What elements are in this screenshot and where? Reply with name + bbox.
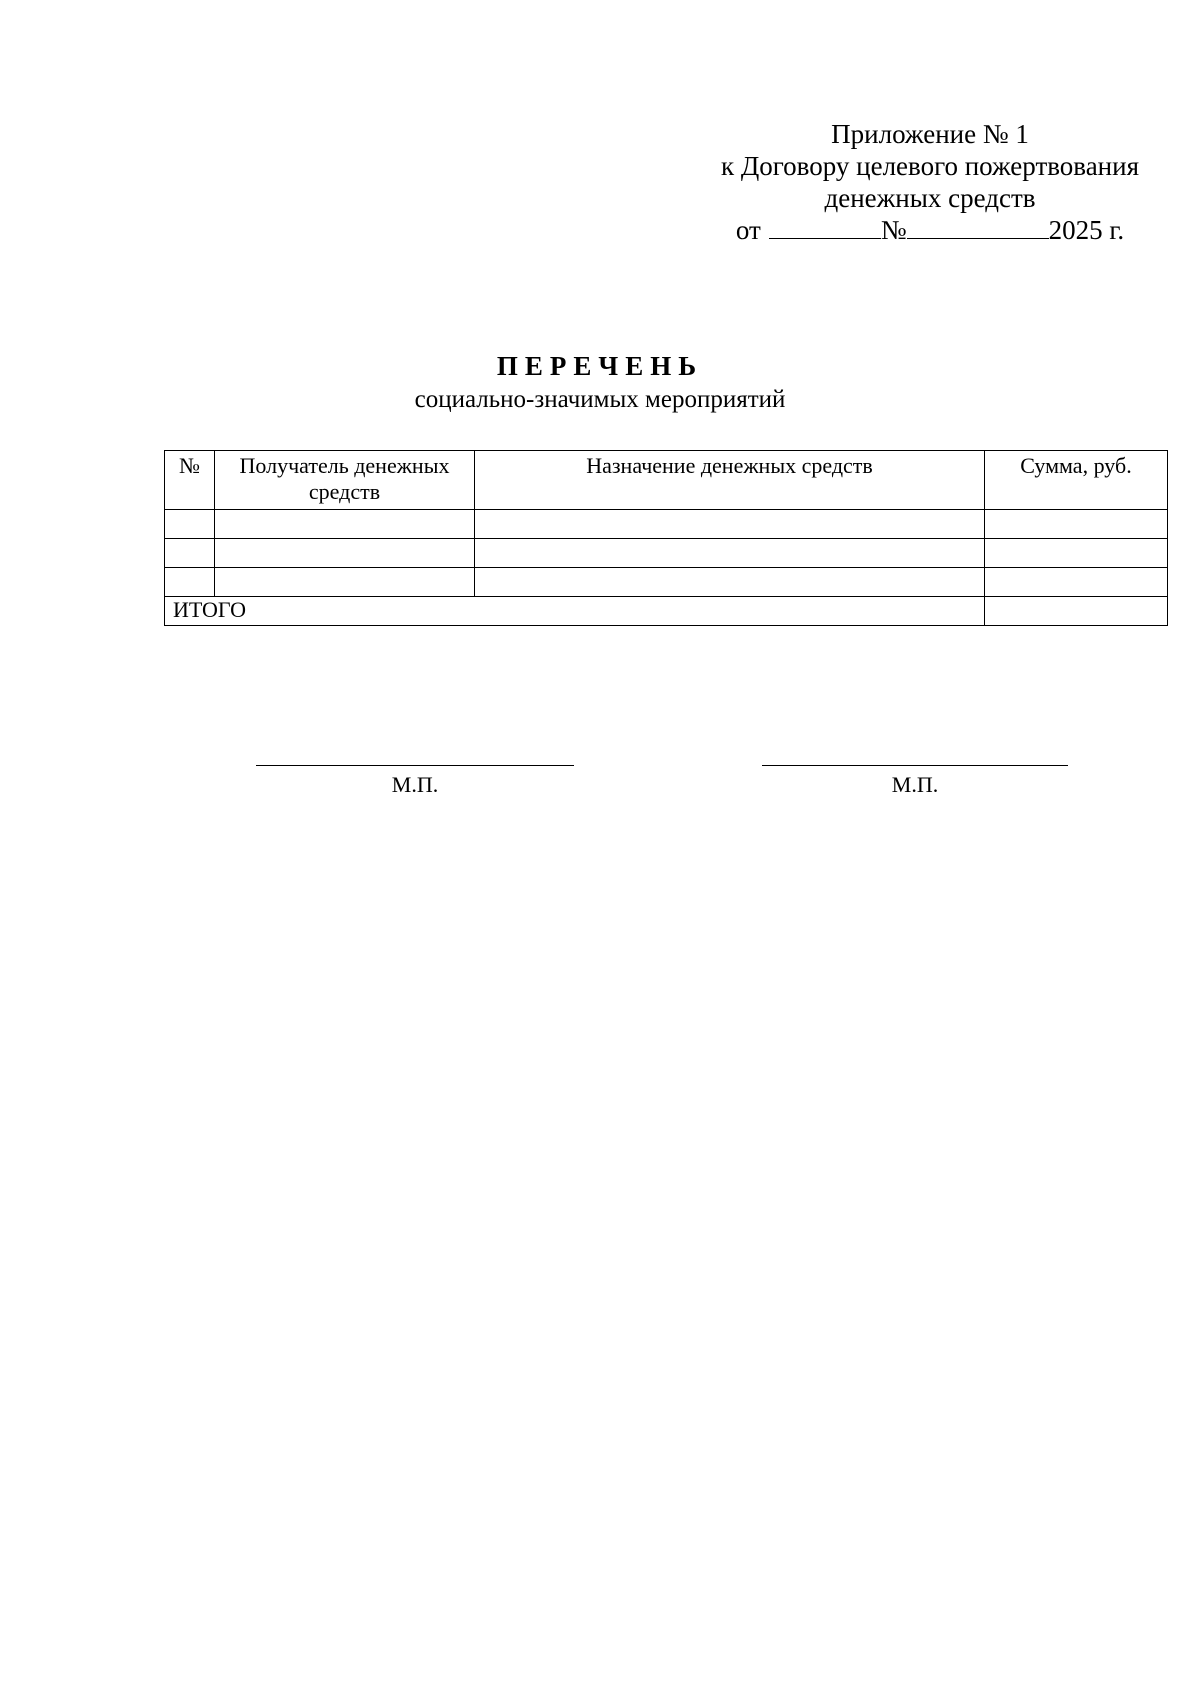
appendix-contract-ref: к Договору целевого пожертвования (720, 151, 1139, 181)
signature-line-right[interactable] (762, 765, 1068, 766)
appendix-header (690, 118, 1170, 246)
appendix-date-line (690, 214, 1170, 246)
appendix-contract-ref-cont: денежных средств (824, 183, 1036, 213)
cell-purpose[interactable] (475, 510, 985, 539)
signature-right (762, 765, 1068, 798)
document-title: ПЕРЕЧЕНЬ (496, 351, 704, 381)
cell-recipient[interactable] (215, 510, 475, 539)
signature-left (256, 765, 574, 798)
table-total-row (165, 597, 1168, 626)
cell-number[interactable] (165, 510, 215, 539)
cell-amount[interactable] (985, 510, 1168, 539)
date-prefix: от (735, 215, 761, 245)
number-sign: № (880, 215, 907, 245)
cell-amount[interactable] (985, 568, 1168, 597)
table-row (165, 568, 1168, 597)
cell-purpose[interactable] (475, 539, 985, 568)
cell-recipient[interactable] (215, 539, 475, 568)
header-number: № (165, 451, 215, 510)
header-recipient: Получатель денежных средств (215, 451, 475, 510)
table-row (165, 510, 1168, 539)
total-amount[interactable] (985, 597, 1168, 626)
cell-number[interactable] (165, 568, 215, 597)
stamp-label-right: М.П. (891, 772, 939, 797)
cell-amount[interactable] (985, 539, 1168, 568)
number-blank[interactable] (907, 216, 1049, 239)
cell-purpose[interactable] (475, 568, 985, 597)
appendix-number: Приложение № 1 (831, 119, 1029, 149)
document-subtitle: социально-значимых мероприятий (414, 386, 786, 413)
signature-line-left[interactable] (256, 765, 574, 766)
total-label: ИТОГО (165, 597, 985, 626)
table-row (165, 539, 1168, 568)
header-amount: Сумма, руб. (985, 451, 1168, 510)
date-blank[interactable] (769, 216, 881, 239)
table-header-row (165, 451, 1168, 510)
stamp-label-left: М.П. (391, 772, 439, 797)
events-table (164, 450, 1168, 626)
year-suffix: 2025 г. (1048, 215, 1125, 245)
cell-recipient[interactable] (215, 568, 475, 597)
header-purpose: Назначение денежных средств (475, 451, 985, 510)
cell-number[interactable] (165, 539, 215, 568)
